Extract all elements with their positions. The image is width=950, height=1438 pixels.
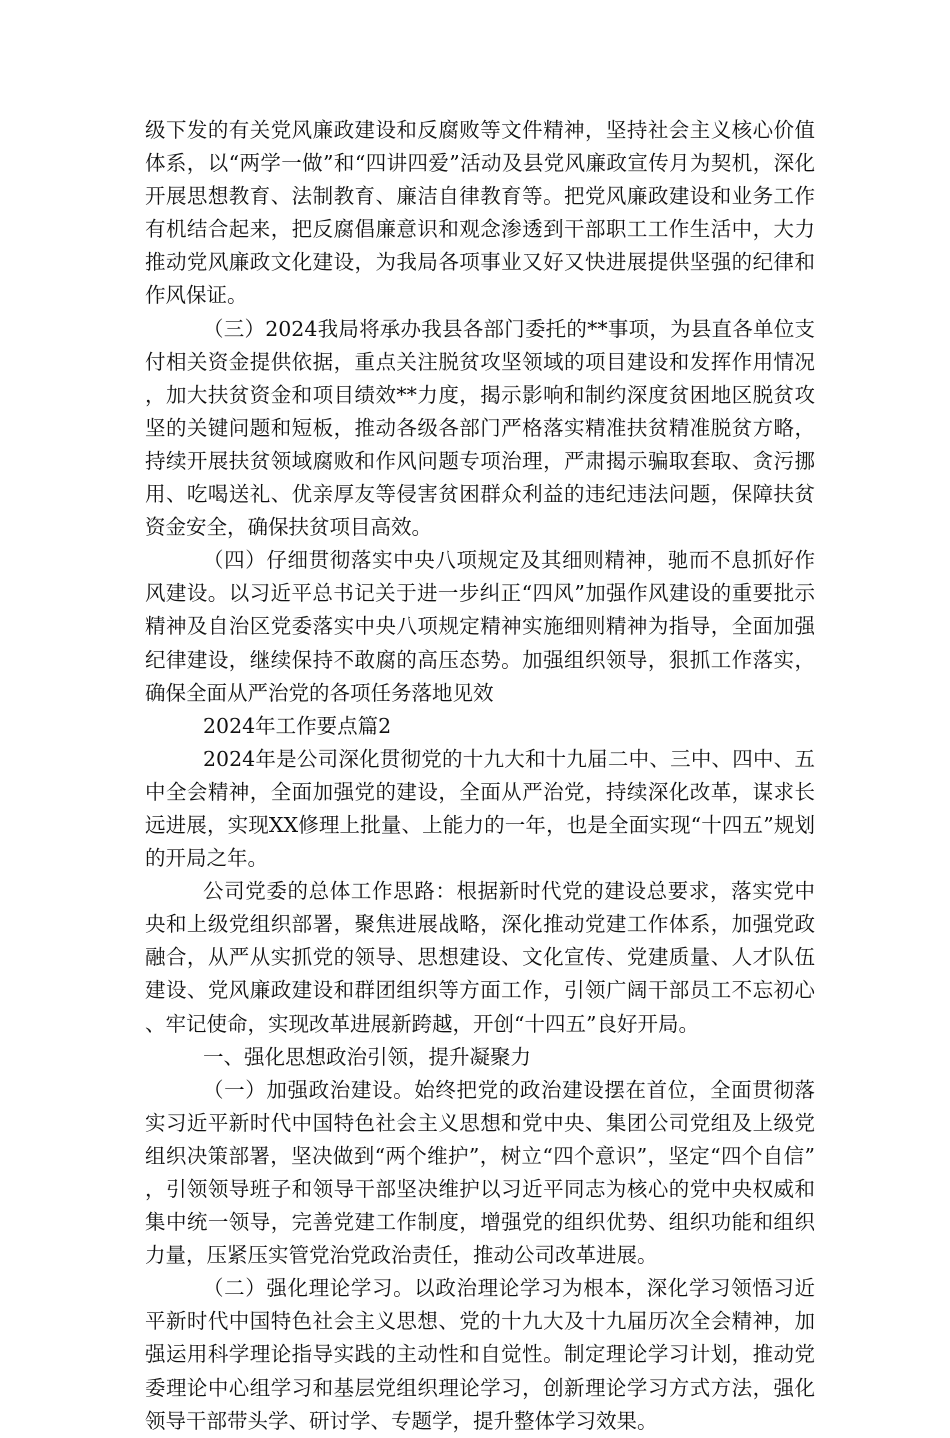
document-body [145, 114, 815, 1438]
subheading-ideological-guidance: 一、强化思想政治引领，提升凝聚力 [203, 1044, 531, 1069]
paragraph-item-3-poverty-audit: （三）2024我局将承办我县各部门委托的**事项，为县直各单位支付相关资金提供依据，重点关注脱贫攻坚领域的项目建设和发挥作用情况，加大扶贫资金和项目绩效**力度，揭示影响和制约深度贫困地区脱贫攻坚的关键问题和短板，推动各级各部门严格落实精准扶贫精准脱贫方略，持续开展扶贫领域腐败和作风问题专项治理，严肃揭示骗取套取、贪污挪用、吃喝送礼、优亲厚友等侵害贫困群众利益的违纪违法问题，保障扶贫资金安全，确保扶贫项目高效。 [145, 316, 815, 540]
paragraph-political-building: （一）加强政治建设。始终把党的政治建设摆在首位，全面贯彻落实习近平新时代中国特色社会主义思想和党中央、集团公司党组及上级党组织决策部署，坚决做到“两个维护”，树立“四个意识”，坚定“四个自信”，引领领导班子和领导干部坚决维护以习近平同志为核心的党中央权威和集中统一领导，完善党建工作制度，增强党的组织优势、组织功能和组织力量，压紧压实管党治党政治责任，推动公司改革进展。 [145, 1077, 815, 1268]
paragraph-item-4-eight-rules: （四）仔细贯彻落实中央八项规定及其细则精神，驰而不息抓好作风建设。以习近平总书记关于进一步纠正“四风”加强作风建设的重要批示精神及自治区党委落实中央八项规定精神实施细则精神为指导，全面加强纪律建设，继续保持不敢腐的高压态势。加强组织领导，狠抓工作落实，确保全面从严治党的各项任务落地见效 [145, 548, 815, 705]
paragraph-year-overview: 2024年是公司深化贯彻党的十九大和十九届二中、三中、四中、五中全会精神，全面加强党的建设，全面从严治党，持续深化改革，谋求长远进展，实现XX修理上批量、上能力的一年，也是全面实现“十四五”规划的开局之年。 [145, 746, 815, 871]
paragraph-overall-approach: 公司党委的总体工作思路：根据新时代党的建设总要求，落实党中央和上级党组织部署，聚焦进展战略，深化推动党建工作体系，加强党政融合，从严从实抓党的领导、思想建设、文化宣传、党建质量、人才队伍建设、党风廉政建设和群团组织等方面工作，引领广阔干部员工不忘初心、牢记使命，实现改革进展新跨越，开创“十四五”良好开局。 [145, 879, 815, 1036]
section-heading-part-2: 2024年工作要点篇2 [203, 713, 392, 738]
paragraph-theory-study: （二）强化理论学习。以政治理论学习为根本，深化学习领悟习近平新时代中国特色社会主义思想、党的十九大及十九届历次全会精神，加强运用科学理论指导实践的主动性和自觉性。制定理论学习计划，推动党委理论中心组学习和基层党组织理论学习，创新理论学习方式方法，强化领导干部带头学、研讨学、专题学，提升整体学习效果。 [145, 1276, 815, 1433]
paragraph-party-style-continued: 级下发的有关党风廉政建设和反腐败等文件精神，坚持社会主义核心价值体系，以“两学一做”和“四讲四爱”活动及县党风廉政宣传月为契机，深化开展思想教育、法制教育、廉洁自律教育等。把党风廉政建设和业务工作有机结合起来，把反腐倡廉意识和观念渗透到干部职工工作生活中，大力推动党风廉政文化建设，为我局各项事业又好又快进展提供坚强的纪律和作风保证。 [145, 118, 815, 308]
